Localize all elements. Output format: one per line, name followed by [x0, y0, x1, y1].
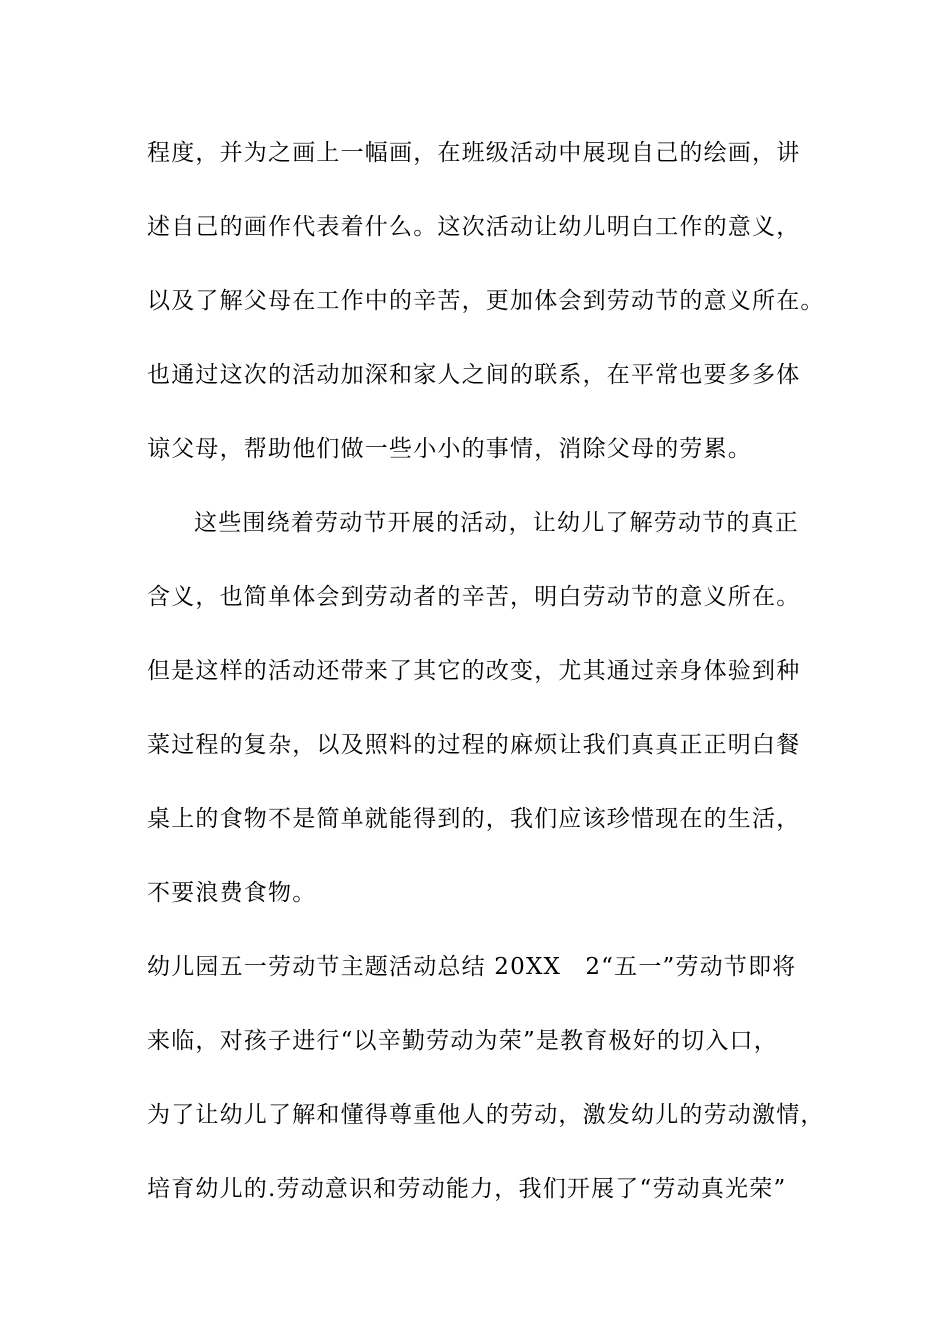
text-line: 含义，也简单体会到劳动者的辛苦，明白劳动节的意义所在。 [147, 584, 801, 610]
text-line: 桌上的食物不是简单就能得到的，我们应该珍惜现在的生活， [147, 806, 801, 832]
text-line: 培育幼儿的.劳动意识和劳动能力，我们开展了“劳动真光荣” [147, 1176, 787, 1202]
text-line: 述自己的画作代表着什么。这次活动让幼儿明白工作的意义， [147, 214, 801, 240]
text-line: 来临，对孩子进行“以辛勤劳动为荣”是教育极好的切入口， [147, 1028, 778, 1054]
text-line: 程度，并为之画上一幅画，在班级活动中展现自己的绘画，讲 [147, 140, 801, 166]
text-line: 不要浪费食物。 [147, 880, 317, 906]
text-line: 但是这样的活动还带来了其它的改变，尤其通过亲身体验到种 [147, 658, 801, 684]
paragraph-start-line: 这些围绕着劳动节开展的活动，让幼儿了解劳动节的真正 [194, 510, 799, 536]
document-body [147, 130, 827, 1240]
text-line: 谅父母，帮助他们做一些小小的事情，消除父母的劳累。 [147, 436, 752, 462]
section-heading-line: 幼儿园五一劳动节主题活动总结 20XX 2“五一”劳动节即将 [147, 954, 797, 980]
text-line: 以及了解父母在工作中的辛苦，更加体会到劳动节的意义所在。 [147, 288, 825, 314]
text-line: 为了让幼儿了解和懂得尊重他人的劳动，激发幼儿的劳动激情， [147, 1102, 825, 1128]
text-line: 也通过这次的活动加深和家人之间的联系，在平常也要多多体 [147, 362, 801, 388]
text-line: 菜过程的复杂，以及照料的过程的麻烦让我们真真正正明白餐 [147, 732, 801, 758]
